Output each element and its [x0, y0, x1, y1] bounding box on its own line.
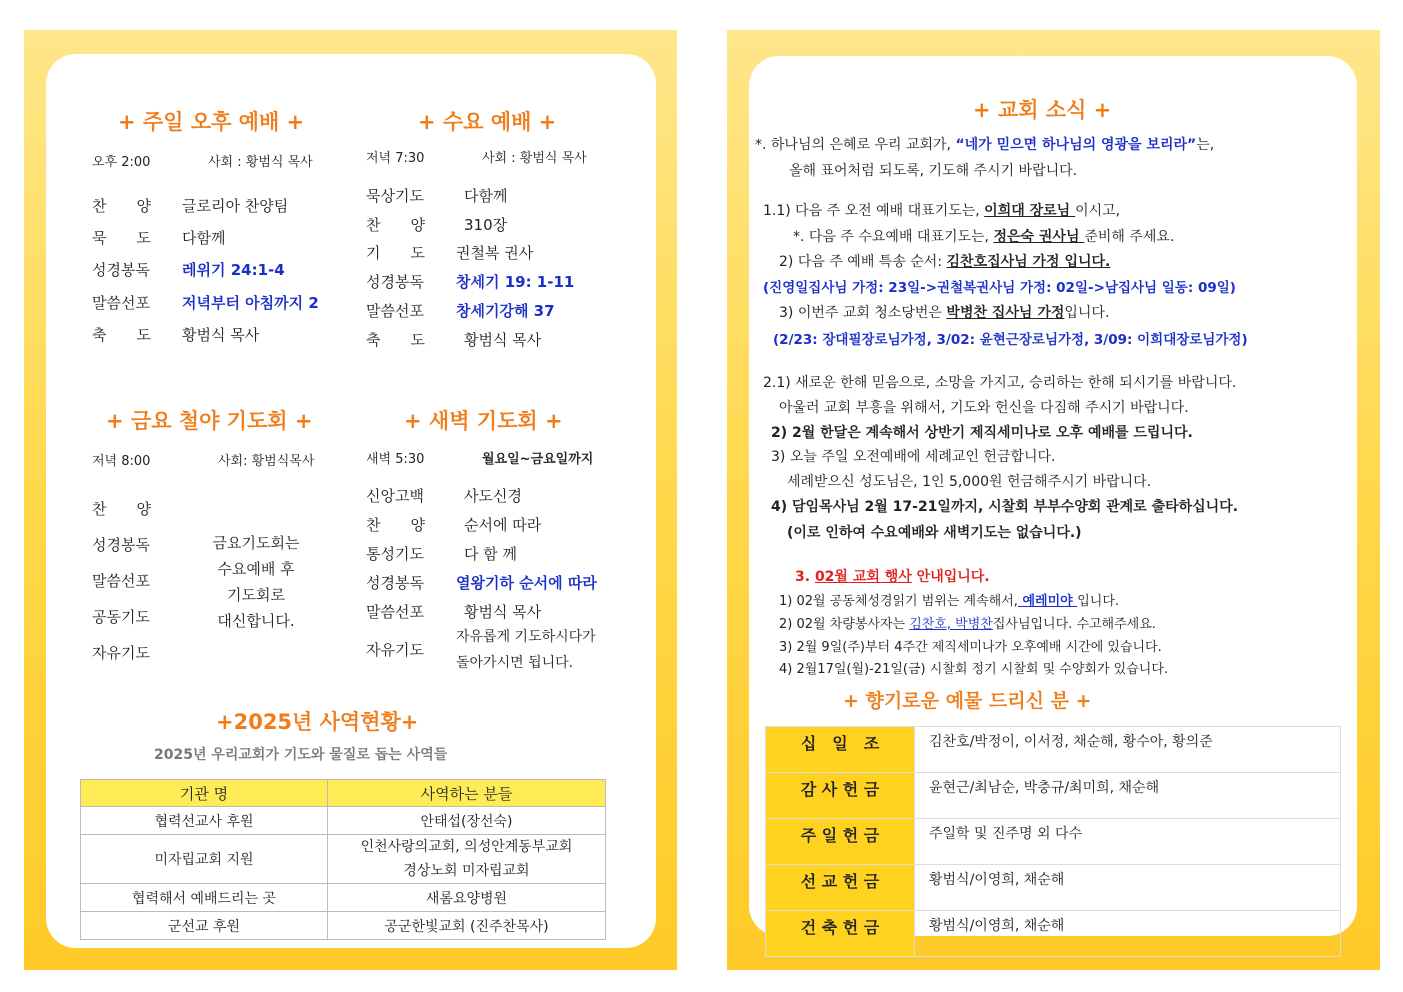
sunday-host: 사회 : 황범식 목사: [208, 155, 313, 170]
dawn-prayer-title: + 새벽 기도회 +: [404, 409, 563, 433]
org-cell: 협력해서 예배드리는 곳: [81, 884, 328, 912]
text: 2) 다음 주 예배 특송 순서:: [779, 254, 947, 270]
text: *. 하나님의 은혜로 우리 교회가,: [755, 137, 956, 153]
text: 입니다.: [1064, 305, 1110, 321]
table-row: [766, 727, 1341, 773]
org-cell: 미자립교회 지원: [81, 835, 328, 884]
order-value: 황범식 목사: [464, 331, 542, 349]
news-2-1-b: 아울러 교회 부흥을 위해서, 기도와 헌신을 다짐해 주시기 바랍니다.: [779, 400, 1189, 416]
text: *. 다음 주 수요예배 대표기도는,: [793, 229, 994, 245]
order-label: 성경봉독: [366, 273, 424, 291]
news-2-3-b: 세례받으신 성도님은, 1인 5,000원 헌금해주시기 바랍니다.: [787, 474, 1152, 490]
order-label: 묵 도: [92, 229, 151, 247]
text: 이시고,: [1075, 203, 1121, 219]
order-value: 황범식 목사: [182, 326, 260, 344]
order-value: 다 함 께: [464, 545, 518, 563]
order-label: 통성기도: [366, 545, 424, 563]
order-label: 말씀선포: [92, 294, 150, 312]
order-value: 열왕기하 순서에 따라: [456, 574, 597, 592]
order-value: 글로리아 찬양팀: [182, 197, 289, 215]
offering-type: 십 일 조: [766, 727, 915, 773]
ministry-table: [80, 779, 606, 940]
offering-names: 황범식/이영희, 채순해: [915, 865, 1341, 911]
right-panel: [727, 30, 1380, 970]
wednesday-host: 사회 : 황범식 목사: [482, 151, 587, 166]
order-label: 축 도: [366, 331, 425, 349]
order-label: 묵상기도: [366, 187, 424, 205]
ministry-subtitle: 2025년 우리교회가 기도와 물질로 돕는 사역들: [154, 747, 448, 763]
event-heading: [795, 566, 990, 586]
text: 1) 02월 공동체성경읽기 범위는 계속해서,: [779, 594, 1018, 609]
order-value: 레위기 24:1-4: [182, 261, 285, 279]
order-value: 310장: [464, 216, 508, 234]
news-1-3-schedule: (2/23: 장대필장로님가정, 3/02: 윤현근장로님가정, 3/09: 이희대장로님가정): [773, 332, 1248, 348]
note-line: 기도회로: [227, 586, 285, 604]
text: 안내입니다.: [911, 569, 990, 585]
org-cell: 협력선교사 후원: [81, 807, 328, 835]
sunday-service-title: + 주일 오후 예배 +: [118, 110, 305, 134]
right-card: [749, 56, 1357, 936]
order-label: 기 도: [366, 244, 425, 262]
offering-names: 김찬호/박정이, 이서정, 채순해, 황수아, 황의준: [915, 727, 1341, 773]
table-row: [766, 819, 1341, 865]
order-value: 창세기 19: 1-11: [456, 273, 575, 291]
people-cell: [328, 835, 606, 884]
org-cell: 군선교 후원: [81, 912, 328, 940]
order-value: 저녁부터 아침까지 2: [182, 294, 319, 312]
event-2: [779, 613, 1156, 632]
highlight: 이희대 장로님: [984, 203, 1076, 219]
news-1-2-schedule: (진영일집사님 가정: 23일->권철복권사님 가정: 02일->남집사님 일동: 09일): [763, 280, 1236, 296]
order-value: 다함께: [464, 187, 508, 205]
people-line: 인천사랑의교회, 의성안계동부교회: [360, 839, 573, 855]
news-1-1: [763, 200, 1120, 220]
order-value: 권철복 권사: [456, 244, 534, 262]
text: 준비해 주세요.: [1084, 229, 1175, 245]
left-card: [46, 54, 656, 948]
order-label: 찬 양: [366, 216, 425, 234]
intro-line-2: 올해 표어처럼 되도록, 기도해 주시기 바랍니다.: [789, 163, 1078, 179]
offering-table: [765, 726, 1341, 957]
order-label: 말씀선포: [366, 603, 424, 621]
people-cell: 공군한빛교회 (진주찬목사): [328, 912, 606, 940]
people-line: 경상노회 미자립교회: [403, 863, 530, 879]
order-label: 성경봉독: [92, 261, 150, 279]
order-label: 말씀선포: [366, 302, 424, 320]
note-line: 금요기도회는: [212, 534, 300, 552]
church-news-title: + 교회 소식 +: [973, 98, 1112, 122]
table-row: [81, 912, 606, 940]
friday-time: 저녁 8:00: [92, 454, 151, 469]
ministry-title: +2025년 사역현황+: [216, 710, 419, 734]
order-label: 찬 양: [92, 197, 151, 215]
highlight: 김찬호집사님 가정 입니다.: [946, 254, 1111, 270]
order-label: 자유기도: [92, 644, 150, 662]
wednesday-service-title: + 수요 예배 +: [418, 110, 557, 134]
highlight: 예레미야: [1017, 594, 1078, 609]
news-2-4-b: (이로 인하여 수요예배와 새벽기도는 없습니다.): [787, 525, 1082, 541]
offering-type: 감 사 헌 금: [766, 773, 915, 819]
text: 2) 02월 차량봉사자는: [779, 617, 910, 632]
offering-names: 윤현근/최남순, 박충규/최미희, 채순해: [915, 773, 1341, 819]
order-value: 순서에 따라: [464, 516, 542, 534]
news-2-4-a: 4) 담임목사님 2월 17-21일까지, 시찰회 부부수양회 관계로 출타하십니다.: [771, 499, 1239, 515]
order-label: 성경봉독: [92, 536, 150, 554]
order-value: 황범식 목사: [464, 603, 542, 621]
dawn-time: 새벽 5:30: [366, 452, 425, 467]
table-row: [81, 835, 606, 884]
offering-names: 주일학 및 진주명 외 다수: [915, 819, 1341, 865]
table-row: [766, 911, 1341, 957]
friday-host: 사회: 황범식목사: [218, 454, 315, 469]
event-1: [779, 590, 1119, 609]
news-2-2: 2) 2월 한달은 계속해서 상반기 제직세미나로 오후 예배를 드립니다.: [771, 425, 1193, 441]
wednesday-time: 저녁 7:30: [366, 151, 425, 166]
highlight: 02월 교회 행사: [814, 569, 912, 585]
table-header-row: [81, 780, 606, 807]
note-line: 수요예배 후: [217, 560, 295, 578]
text: 는,: [1196, 137, 1215, 153]
order-label: 말씀선포: [92, 572, 150, 590]
order-label: 찬 양: [366, 516, 425, 534]
table-row: [81, 884, 606, 912]
order-value-line2: 돌아가시면 됩니다.: [456, 655, 574, 671]
news-2-1-a: 2.1) 새로운 한해 믿음으로, 소망을 가지고, 승리하는 한해 되시기를 바랍니다.: [763, 375, 1237, 391]
column-header: 사역하는 분들: [328, 780, 606, 807]
highlight: 정은숙 권사님: [993, 229, 1085, 245]
text: 3) 이번주 교회 청소당번은: [779, 305, 947, 321]
text: 1.1) 다음 주 오전 예배 대표기도는,: [763, 203, 985, 219]
offering-names: 황범식/이영희, 채순해: [915, 911, 1341, 957]
dawn-days: 월요일~금요일까지: [482, 452, 594, 467]
note-line: 대신합니다.: [217, 612, 295, 630]
motto: “네가 믿으면 하나님의 영광을 보리라”: [955, 137, 1197, 153]
people-cell: 새롬요양병원: [328, 884, 606, 912]
text: 입니다.: [1077, 594, 1120, 609]
table-row: [81, 807, 606, 835]
order-value: 다함께: [182, 229, 226, 247]
offering-title: + 향기로운 예물 드리신 분 +: [843, 690, 1092, 712]
news-1-1-wed: [793, 226, 1174, 246]
highlight: 박병찬 집사님 가정: [946, 305, 1065, 321]
order-label: 찬 양: [92, 500, 151, 518]
left-panel: [24, 30, 677, 970]
sunday-time: 오후 2:00: [92, 155, 151, 170]
text: 3.: [795, 569, 815, 585]
event-4: 4) 2월17일(월)-21일(금) 시찰회 정기 시찰회 및 수양회가 있습니다.: [779, 662, 1169, 677]
order-label: 성경봉독: [366, 574, 424, 592]
order-label: 공동기도: [92, 608, 150, 626]
offering-type: 주 일 헌 금: [766, 819, 915, 865]
order-label: 축 도: [92, 326, 151, 344]
news-1-2: [779, 251, 1110, 271]
table-row: [766, 773, 1341, 819]
order-label: 자유기도: [366, 641, 424, 659]
order-value: 창세기강해 37: [456, 302, 555, 320]
table-row: [766, 865, 1341, 911]
offering-type: 건 축 헌 금: [766, 911, 915, 957]
news-2-3-a: 3) 오늘 주일 오전예배에 세례교인 헌금합니다.: [771, 449, 1056, 465]
text: 집사님입니다. 수고해주세요.: [992, 617, 1156, 632]
highlight: 김찬호, 박병찬: [909, 617, 993, 632]
column-header: 기관 명: [81, 780, 328, 807]
order-label: 신앙고백: [366, 487, 424, 505]
intro-line-1: [755, 134, 1214, 154]
event-3: 3) 2월 9일(주)부터 4주간 제직세미나가 오후예배 시간에 있습니다.: [779, 640, 1162, 655]
friday-note: [196, 530, 316, 634]
people-cell: 안태섭(장선숙): [328, 807, 606, 835]
offering-type: 선 교 헌 금: [766, 865, 915, 911]
news-1-3: [779, 302, 1109, 322]
order-value: 자유롭게 기도하시다가: [456, 629, 596, 645]
friday-prayer-title: + 금요 철야 기도회 +: [106, 409, 313, 433]
order-value: 사도신경: [464, 487, 522, 505]
